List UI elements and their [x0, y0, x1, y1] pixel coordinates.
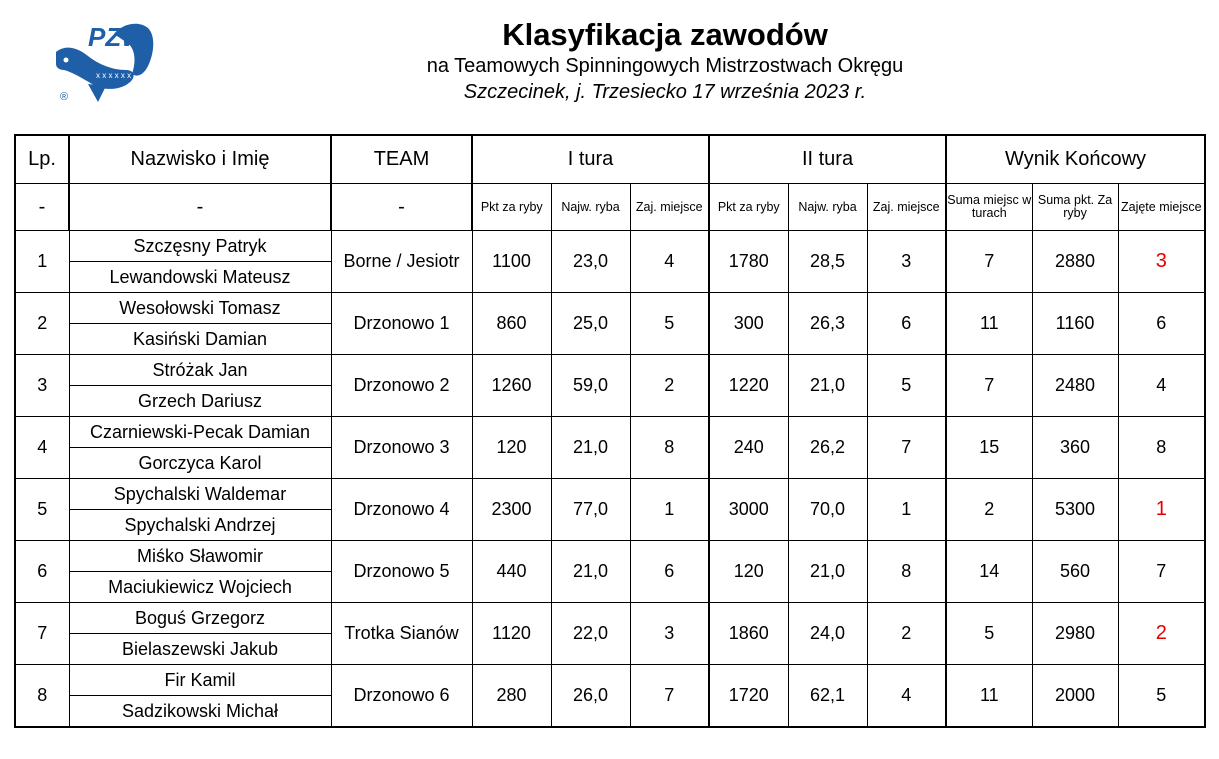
- sum-of-places: 7: [946, 355, 1032, 417]
- round2-biggest-fish: 26,2: [788, 417, 867, 479]
- round1-biggest-fish: 26,0: [551, 665, 630, 728]
- location-date: Szczecinek, j. Trzesiecko 17 września 2023 r.: [463, 81, 867, 103]
- subheader-zajete: Zajęte miejsce: [1118, 184, 1205, 231]
- round1-points: 440: [472, 541, 551, 603]
- subheader-r1-najw: Najw. ryba: [551, 184, 630, 231]
- sum-of-places: 2: [946, 479, 1032, 541]
- round1-place: 7: [630, 665, 709, 728]
- round2-points: 1780: [709, 231, 788, 293]
- round1-place: 3: [630, 603, 709, 665]
- team-name: Borne / Jesiotr: [331, 231, 472, 293]
- results-body: [15, 231, 1205, 728]
- team-name: Trotka Sianów: [331, 603, 472, 665]
- team-name: Drzonowo 2: [331, 355, 472, 417]
- table-row: [15, 665, 1205, 696]
- subheader-suma-pkt: Suma pkt. Za ryby: [1032, 184, 1118, 231]
- subheader-r2-najw: Najw. ryba: [788, 184, 867, 231]
- competitor-name: Gorczyca Karol: [69, 448, 331, 479]
- team-name: Drzonowo 1: [331, 293, 472, 355]
- round2-biggest-fish: 62,1: [788, 665, 867, 728]
- round1-biggest-fish: 25,0: [551, 293, 630, 355]
- pzw-logo: [52, 14, 162, 106]
- svg-text:x x x x x x: x x x x x x: [96, 71, 132, 80]
- round1-biggest-fish: 59,0: [551, 355, 630, 417]
- svg-text:®: ®: [60, 91, 69, 103]
- subheader-suma-miejsc: Suma miejsc w turach: [946, 184, 1032, 231]
- table-row: [15, 479, 1205, 510]
- team-name: Drzonowo 6: [331, 665, 472, 728]
- round1-biggest-fish: 21,0: [551, 417, 630, 479]
- header-row: [15, 135, 1205, 184]
- competitor-name: Stróżak Jan: [69, 355, 331, 386]
- competitor-name: Maciukiewicz Wojciech: [69, 572, 331, 603]
- round1-points: 120: [472, 417, 551, 479]
- round2-place: 1: [867, 479, 946, 541]
- subheader-lp: -: [15, 184, 69, 231]
- final-place: 4: [1118, 355, 1205, 417]
- final-place: 6: [1118, 293, 1205, 355]
- subheader-row: [15, 184, 1205, 231]
- round1-place: 2: [630, 355, 709, 417]
- final-place: 1: [1118, 479, 1205, 541]
- sum-of-points: 2480: [1032, 355, 1118, 417]
- sum-of-points: 1160: [1032, 293, 1118, 355]
- round2-place: 6: [867, 293, 946, 355]
- subheader-r1-zaj: Zaj. miejsce: [630, 184, 709, 231]
- row-number: 5: [15, 479, 69, 541]
- round2-points: 120: [709, 541, 788, 603]
- header-lp: Lp.: [15, 135, 69, 184]
- final-place: 8: [1118, 417, 1205, 479]
- round1-points: 1260: [472, 355, 551, 417]
- row-number: 8: [15, 665, 69, 728]
- sum-of-points: 2880: [1032, 231, 1118, 293]
- competitor-name: Miśko Sławomir: [69, 541, 331, 572]
- round2-biggest-fish: 70,0: [788, 479, 867, 541]
- header-round-2: II tura: [709, 135, 946, 184]
- round1-points: 860: [472, 293, 551, 355]
- pzw-fish-icon: [52, 14, 162, 106]
- competitor-name: Spychalski Waldemar: [69, 479, 331, 510]
- round2-biggest-fish: 21,0: [788, 541, 867, 603]
- round2-points: 1220: [709, 355, 788, 417]
- subheader-r1-pkt: Pkt za ryby: [472, 184, 551, 231]
- table-row: [15, 293, 1205, 324]
- subheader-name: -: [69, 184, 331, 231]
- page-title: Klasyfikacja zawodów: [502, 17, 828, 52]
- team-name: Drzonowo 5: [331, 541, 472, 603]
- row-number: 3: [15, 355, 69, 417]
- sum-of-points: 2000: [1032, 665, 1118, 728]
- round1-points: 2300: [472, 479, 551, 541]
- round1-place: 1: [630, 479, 709, 541]
- sum-of-points: 2980: [1032, 603, 1118, 665]
- header-name: Nazwisko i Imię: [69, 135, 331, 184]
- competitor-name: Kasiński Damian: [69, 324, 331, 355]
- row-number: 6: [15, 541, 69, 603]
- final-place: 7: [1118, 541, 1205, 603]
- round2-points: 300: [709, 293, 788, 355]
- round2-place: 3: [867, 231, 946, 293]
- round1-biggest-fish: 23,0: [551, 231, 630, 293]
- competitor-name: Wesołowski Tomasz: [69, 293, 331, 324]
- round2-points: 240: [709, 417, 788, 479]
- round2-biggest-fish: 21,0: [788, 355, 867, 417]
- sum-of-places: 5: [946, 603, 1032, 665]
- round1-biggest-fish: 21,0: [551, 541, 630, 603]
- round2-biggest-fish: 28,5: [788, 231, 867, 293]
- round2-place: 5: [867, 355, 946, 417]
- table-row: [15, 603, 1205, 634]
- competitor-name: Czarniewski-Pecak Damian: [69, 417, 331, 448]
- row-number: 1: [15, 231, 69, 293]
- results-table: [14, 134, 1206, 728]
- team-name: Drzonowo 3: [331, 417, 472, 479]
- competitor-name: Fir Kamil: [69, 665, 331, 696]
- round2-biggest-fish: 26,3: [788, 293, 867, 355]
- round2-place: 7: [867, 417, 946, 479]
- competitor-name: Grzech Dariusz: [69, 386, 331, 417]
- table-row: [15, 417, 1205, 448]
- competitor-name: Boguś Grzegorz: [69, 603, 331, 634]
- sum-of-points: 5300: [1032, 479, 1118, 541]
- final-place: 3: [1118, 231, 1205, 293]
- subheader-r2-zaj: Zaj. miejsce: [867, 184, 946, 231]
- round1-place: 4: [630, 231, 709, 293]
- final-place: 2: [1118, 603, 1205, 665]
- header-round-1: I tura: [472, 135, 709, 184]
- sum-of-places: 7: [946, 231, 1032, 293]
- round2-points: 1720: [709, 665, 788, 728]
- sum-of-places: 14: [946, 541, 1032, 603]
- round1-place: 6: [630, 541, 709, 603]
- competitor-name: Bielaszewski Jakub: [69, 634, 331, 665]
- header-final-result: Wynik Końcowy: [946, 135, 1205, 184]
- competitor-name: Sadzikowski Michał: [69, 696, 331, 728]
- round1-points: 280: [472, 665, 551, 728]
- team-name: Drzonowo 4: [331, 479, 472, 541]
- row-number: 7: [15, 603, 69, 665]
- round2-points: 1860: [709, 603, 788, 665]
- svg-text:PZW: PZW: [88, 22, 146, 52]
- competitor-name: Spychalski Andrzej: [69, 510, 331, 541]
- round1-place: 8: [630, 417, 709, 479]
- round1-points: 1120: [472, 603, 551, 665]
- final-place: 5: [1118, 665, 1205, 728]
- competitor-name: Szczęsny Patryk: [69, 231, 331, 262]
- row-number: 2: [15, 293, 69, 355]
- competitor-name: Lewandowski Mateusz: [69, 262, 331, 293]
- page-subtitle: na Teamowych Spinningowych Mistrzostwach Okręgu: [426, 55, 904, 77]
- subheader-r2-pkt: Pkt za ryby: [709, 184, 788, 231]
- sum-of-places: 11: [946, 293, 1032, 355]
- header-team: TEAM: [331, 135, 472, 184]
- table-row: [15, 355, 1205, 386]
- round2-place: 2: [867, 603, 946, 665]
- document-header: [300, 16, 1030, 105]
- round2-place: 4: [867, 665, 946, 728]
- sum-of-points: 560: [1032, 541, 1118, 603]
- table-row: [15, 541, 1205, 572]
- round1-place: 5: [630, 293, 709, 355]
- round2-points: 3000: [709, 479, 788, 541]
- sum-of-places: 15: [946, 417, 1032, 479]
- row-number: 4: [15, 417, 69, 479]
- round1-biggest-fish: 22,0: [551, 603, 630, 665]
- table-row: [15, 231, 1205, 262]
- sum-of-places: 11: [946, 665, 1032, 728]
- subheader-team: -: [331, 184, 472, 231]
- round2-biggest-fish: 24,0: [788, 603, 867, 665]
- round2-place: 8: [867, 541, 946, 603]
- sum-of-points: 360: [1032, 417, 1118, 479]
- round1-biggest-fish: 77,0: [551, 479, 630, 541]
- round1-points: 1100: [472, 231, 551, 293]
